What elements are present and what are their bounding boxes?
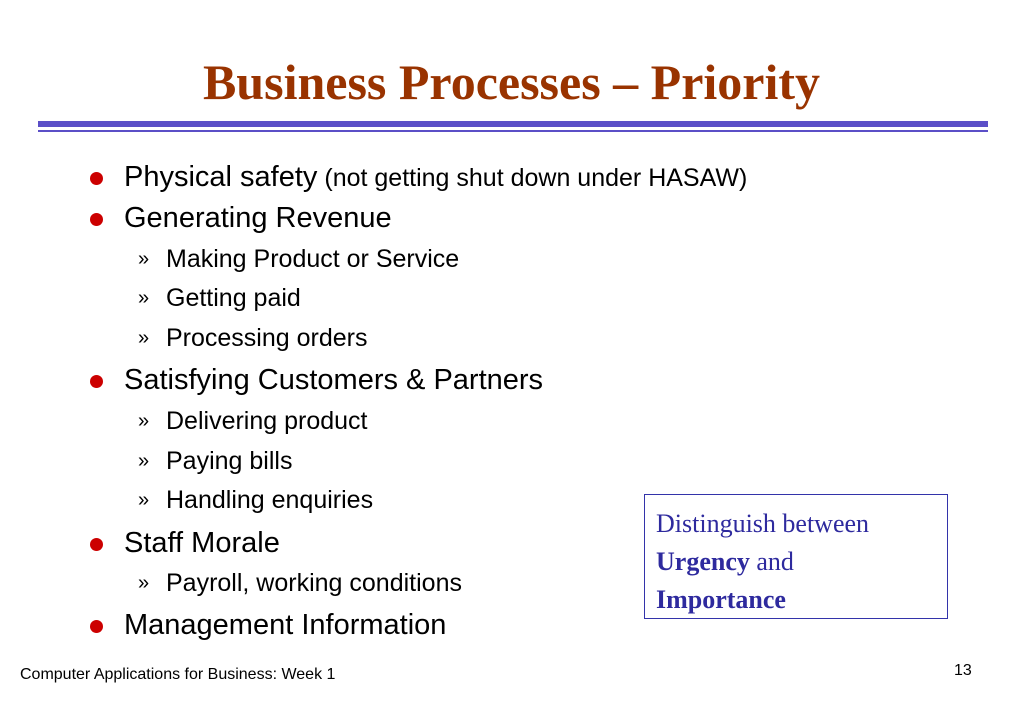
- chevron-bullet-icon: »: [138, 327, 150, 349]
- red-dot-bullet-icon: [90, 538, 103, 551]
- list-item-text: Delivering product: [166, 407, 368, 435]
- list-item-text: Physical safety: [124, 161, 318, 193]
- chevron-bullet-icon: »: [138, 287, 150, 309]
- list-item-text: Processing orders: [166, 324, 368, 352]
- list-item-text: Management Information: [124, 609, 447, 641]
- callout-urgency: Urgency: [656, 547, 750, 576]
- chevron-bullet-icon: »: [138, 410, 150, 432]
- list-item-text: Generating Revenue: [124, 202, 392, 234]
- list-item-text: Paying bills: [166, 447, 293, 475]
- chevron-bullet-icon: »: [138, 248, 150, 270]
- red-dot-bullet-icon: [90, 213, 103, 226]
- chevron-bullet-icon: »: [138, 572, 150, 594]
- red-dot-bullet-icon: [90, 172, 103, 185]
- red-dot-bullet-icon: [90, 620, 103, 633]
- chevron-bullet-icon: »: [138, 489, 150, 511]
- list-item-text: Payroll, working conditions: [166, 569, 462, 597]
- list-item-text: Handling enquiries: [166, 486, 374, 514]
- list-item-text: Getting paid: [166, 284, 301, 312]
- callout-line-2: [656, 543, 947, 581]
- slide-title: Business Processes – Priority: [202, 54, 821, 110]
- list-item-text: Staff Morale: [124, 527, 280, 559]
- footer-course-title: Computer Applications for Business: Week 1: [20, 666, 336, 683]
- red-dot-bullet-icon: [90, 375, 103, 388]
- callout-box: [644, 494, 948, 619]
- page-number: 13: [954, 662, 972, 679]
- list-item-text: Satisfying Customers & Partners: [124, 364, 544, 396]
- chevron-bullet-icon: »: [138, 450, 150, 472]
- callout-and: and: [749, 547, 794, 576]
- callout-importance: Importance: [656, 585, 786, 614]
- list-item-note: (not getting shut down under HASAW): [317, 164, 748, 192]
- list-item-text: Making Product or Service: [166, 245, 460, 273]
- callout-line-1: Distinguish between: [656, 509, 870, 538]
- callout-line-3: [656, 581, 947, 619]
